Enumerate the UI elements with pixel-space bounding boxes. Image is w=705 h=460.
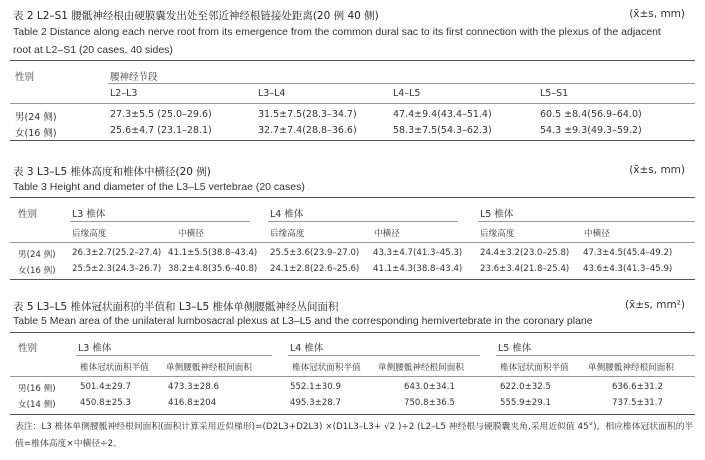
- table3-group-l3: L3 椎体: [72, 209, 106, 220]
- table3-gender-header: 性别: [18, 209, 38, 220]
- table3-subcol: 中横径: [584, 229, 610, 239]
- table5-cell: 750.8±36.5: [404, 398, 455, 408]
- table3-group-rule-l3: [70, 221, 250, 222]
- table5-group-rule-l4: [288, 355, 480, 356]
- table2-cell: 27.3±5.5 (25.0–29.6): [110, 109, 212, 120]
- table2-title-en-line1: Table 2 Distance along each nerve root from its emergence from the common dural sac to its first connection with the plexus of the adjacent: [13, 26, 661, 38]
- table5-subcol: 椎体冠状面积半值: [292, 363, 361, 373]
- table3-header-rule: [10, 242, 695, 243]
- table3-subcol: 中横径: [178, 229, 204, 239]
- table5-note-line1: 表注：L3 椎体单侧腰骶神经根间面积(面积计算采用近似梯形)=(D2L3+D2L3) ×(D1L3–L3+ √2 )÷2 (L2–L5 神经根与硬膜囊夹角,采用近似值 45°)，相应椎体冠状面积的半: [15, 422, 694, 432]
- table2-row-label: 女(16 侧): [15, 128, 57, 139]
- table5-subcol: 椎体冠状面积半值: [80, 363, 149, 373]
- table2-cell: 58.3±7.5(54.3–62.3): [393, 125, 492, 136]
- table5-group-rule-l3: [76, 355, 272, 356]
- table3-cell: 25.5±2.3(24.3–26.7): [72, 264, 162, 274]
- table3-subcol: 后缘高度: [480, 229, 515, 239]
- table5-cell: 416.8±204: [168, 398, 217, 408]
- table3-group-l5: L5 椎体: [480, 209, 514, 220]
- table3-title-en: Table 3 Height and diameter of the L3–L5 vertebrae (20 cases): [13, 181, 305, 193]
- table2-top-rule: [10, 60, 695, 61]
- table5-unit: (x̄±s, mm²): [624, 299, 685, 311]
- table3-row-label: 男(24 例): [18, 250, 56, 260]
- table2-bottom-rule: [10, 140, 695, 141]
- table3-cell: 43.3±4.7(41.3–45.3): [373, 248, 463, 258]
- table3-subcol: 中横径: [374, 229, 400, 239]
- table3-group-rule-l5: [478, 221, 695, 222]
- table2-col-l2l3: L2–L3: [110, 88, 138, 99]
- table5-cell: 552.1±30.9: [290, 382, 341, 392]
- table2-cell: 25.6±4.7 (23.1–28.1): [110, 125, 212, 136]
- table5-title-en: Table 5 Mean area of the unilateral lumbosacral plexus at L3–L5 and the corresponding hemivertebrate in the coronary plane: [13, 315, 593, 327]
- table2-cell: 60.5 ±8.4(56.9–64.0): [540, 109, 642, 120]
- table2-row-label: 男(24 侧): [15, 112, 57, 123]
- table5-gender-header: 性别: [18, 343, 38, 354]
- table5-cell: 473.3±28.6: [168, 382, 219, 392]
- table5-cell: 622.0±32.5: [500, 382, 551, 392]
- table5-top-rule: [10, 332, 695, 333]
- table5-cell: 636.6±31.2: [612, 382, 663, 392]
- table3-cell: 23.6±3.4(21.8–25.4): [480, 264, 570, 274]
- table5-subcol: 椎体冠状面积半值: [500, 363, 569, 373]
- table5-group-rule-l5: [496, 355, 695, 356]
- table5-cell: 495.3±28.7: [290, 398, 341, 408]
- table2-cell: 54.3 ±9.3(49.3–59.2): [540, 125, 642, 136]
- table5-cell: 643.0±34.1: [404, 382, 455, 392]
- table3-cell: 43.6±4.3(41.3–45.9): [583, 264, 673, 274]
- table3-cell: 25.5±3.6(23.9–27.0): [270, 248, 360, 258]
- table5-cell: 555.9±29.1: [500, 398, 551, 408]
- table5-header-rule: [10, 376, 695, 377]
- table3-cell: 41.1±5.5(38.8–43.4): [168, 248, 258, 258]
- table5-row-label: 女(14 侧): [18, 400, 56, 410]
- table5-bottom-rule: [10, 414, 695, 415]
- table2-gender-header: 性别: [15, 72, 35, 83]
- table5-note-line2: 值=椎体高度×中横径÷2。: [15, 439, 122, 449]
- table2-unit: (x̄±s, mm): [629, 8, 685, 20]
- table5-row-label: 男(16 侧): [18, 384, 56, 394]
- table3-group-l4: L4 椎体: [270, 209, 304, 220]
- table5-title-cn: 表 5 L3–L5 椎体冠状面积的半值和 L3–L5 椎体单侧腰骶神经丛间面积: [13, 301, 339, 313]
- table2-cell: 47.4±9.4(43.4–51.4): [393, 109, 492, 120]
- table2-title-en-line2: root at L2–S1 (20 cases, 40 sides): [13, 44, 173, 56]
- table3-group-rule-l4: [268, 221, 458, 222]
- table5-group-l3: L3 椎体: [78, 343, 112, 354]
- table2-cell: 31.5±7.5(28.3–34.7): [258, 109, 357, 120]
- table3-cell: 26.3±2.7(25.2–27.4): [72, 248, 162, 258]
- table3-title-cn: 表 3 L3–L5 椎体高度和椎体中横径(20 例): [13, 166, 211, 178]
- table3-cell: 38.2±4.8(35.6–40.8): [168, 264, 258, 274]
- table5-subcol: 单侧腰骶神经根间面积: [588, 363, 674, 373]
- table5-subcol: 单侧腰骶神经根间面积: [166, 363, 252, 373]
- table3-cell: 24.4±3.2(23.0–25.8): [480, 248, 570, 258]
- table2-col-l3l4: L3–L4: [258, 88, 286, 99]
- table2-cell: 32.7±7.4(28.8–36.6): [258, 125, 357, 136]
- table3-cell: 47.3±4.5(45.4–49.2): [583, 248, 673, 258]
- table2-col-l5s1: L5–S1: [540, 88, 569, 99]
- table2-group-rule: [108, 83, 695, 84]
- table5-subcol: 单侧腰骶神经根间面积: [378, 363, 464, 373]
- table3-top-rule: [10, 197, 695, 198]
- table5-cell: 737.5±31.7: [612, 398, 663, 408]
- table3-subcol: 后缘高度: [72, 229, 107, 239]
- table3-subcol: 后缘高度: [270, 229, 305, 239]
- table2-group-header: 腰神经节段: [110, 72, 158, 83]
- table2-header-rule: [10, 103, 695, 104]
- table3-cell: 24.1±2.8(22.6–25.6): [270, 264, 360, 274]
- table2-title-cn: 表 2 L2–S1 腰骶神经根由硬膜囊发出处至邻近神经根链接处距离(20 例 40 侧): [13, 10, 379, 22]
- table5-group-l5: L5 椎体: [498, 343, 532, 354]
- table3-unit: (x̄±s, mm): [629, 164, 685, 176]
- table2-col-l4l5: L4–L5: [393, 88, 421, 99]
- table5-cell: 501.4±29.7: [80, 382, 131, 392]
- table5-cell: 450.8±25.3: [80, 398, 131, 408]
- table5-group-l4: L4 椎体: [290, 343, 324, 354]
- table3-row-label: 女(16 例): [18, 266, 56, 276]
- table3-bottom-rule: [10, 279, 695, 280]
- table3-cell: 41.1±4.3(38.8–43.4): [373, 264, 463, 274]
